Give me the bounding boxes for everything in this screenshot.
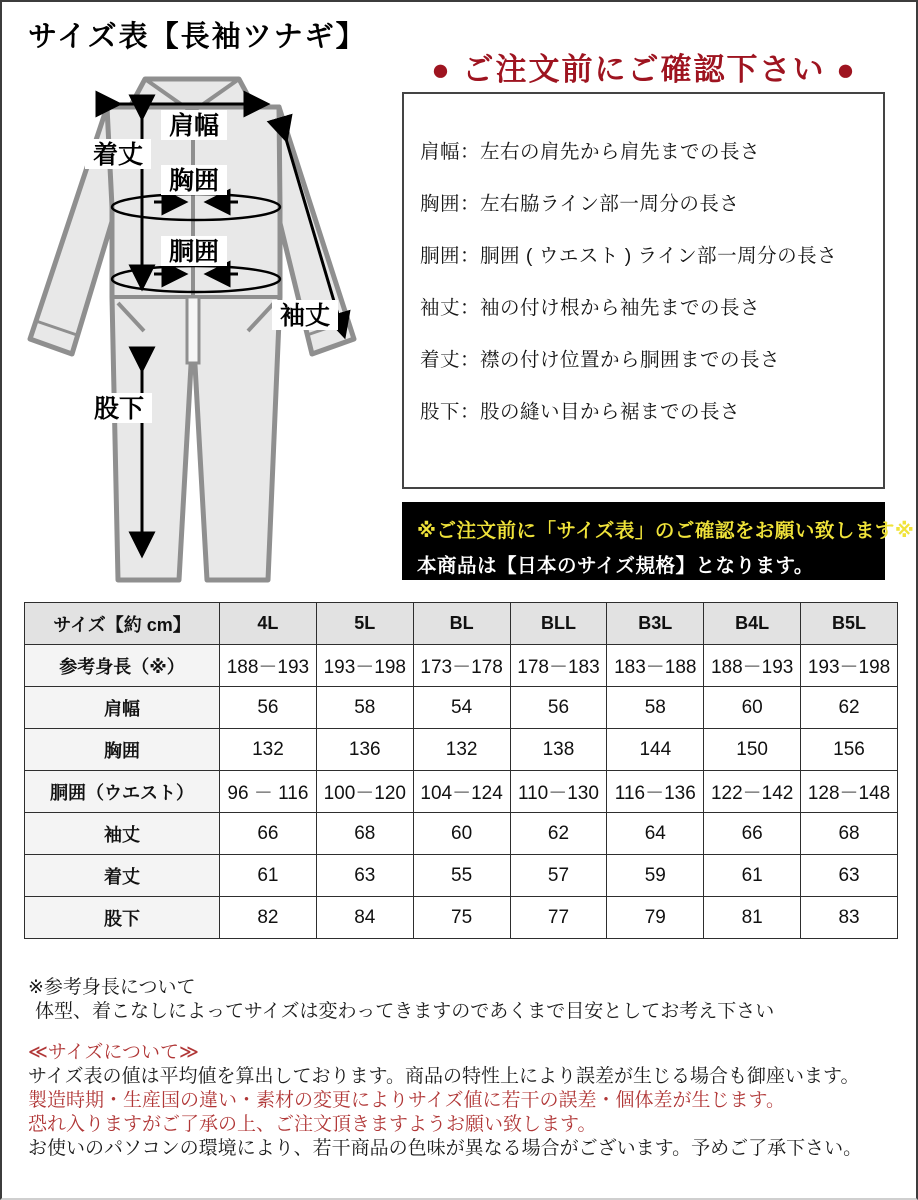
inseam-label: 股下 bbox=[93, 395, 145, 423]
confirm-before-order-heading: ● ご注文前にご確認下さい ● bbox=[431, 52, 857, 87]
row-label: 着丈 bbox=[25, 855, 220, 897]
cell: 75 bbox=[413, 897, 510, 939]
cell: 173－178 bbox=[413, 645, 510, 687]
cell: 66 bbox=[704, 813, 801, 855]
page-title: サイズ表【長袖ツナギ】 bbox=[28, 21, 367, 53]
cell: 104－124 bbox=[413, 771, 510, 813]
cell: 79 bbox=[607, 897, 704, 939]
cell: 144 bbox=[607, 729, 704, 771]
chest-label: 胸囲 bbox=[168, 167, 220, 195]
size-column-b3l: B3L bbox=[607, 603, 704, 645]
cell: 56 bbox=[220, 687, 317, 729]
cell: 63 bbox=[801, 855, 898, 897]
footnote-ref-height-title: ※参考身長について bbox=[28, 977, 196, 998]
table-row-reference-height bbox=[25, 645, 898, 687]
cell: 59 bbox=[607, 855, 704, 897]
footnote-about-size-title: ≪サイズについて≫ bbox=[28, 1042, 199, 1063]
cell: 83 bbox=[801, 897, 898, 939]
warning-banner bbox=[402, 502, 915, 580]
cell: 62 bbox=[801, 687, 898, 729]
cell: 68 bbox=[801, 813, 898, 855]
cell: 132 bbox=[413, 729, 510, 771]
cell: 138 bbox=[510, 729, 607, 771]
row-label: 袖丈 bbox=[25, 813, 220, 855]
cell: 63 bbox=[316, 855, 413, 897]
cell: 77 bbox=[510, 897, 607, 939]
cell: 64 bbox=[607, 813, 704, 855]
table-row-shoulder-width bbox=[25, 687, 898, 729]
cell: 58 bbox=[316, 687, 413, 729]
cell: 81 bbox=[704, 897, 801, 939]
row-label: 胸囲 bbox=[25, 729, 220, 771]
warning-line-2: 本商品は【日本のサイズ規格】となります。 bbox=[417, 555, 814, 577]
cell: 54 bbox=[413, 687, 510, 729]
table-row-sleeve-length bbox=[25, 813, 898, 855]
footnote-ref-height-body: 体型、着こなしによってサイズは変わってきますのであくまで目安としてお考え下さい bbox=[35, 1001, 775, 1022]
cell: 82 bbox=[220, 897, 317, 939]
cell: 100－120 bbox=[316, 771, 413, 813]
cell: 156 bbox=[801, 729, 898, 771]
cell: 57 bbox=[510, 855, 607, 897]
definition-inseam: 股下：股の縫い目から裾までの長さ bbox=[420, 401, 741, 423]
cell: 116－136 bbox=[607, 771, 704, 813]
cell: 60 bbox=[413, 813, 510, 855]
row-label: 胴囲（ウエスト） bbox=[25, 771, 220, 813]
size-table bbox=[24, 602, 898, 939]
cell: 61 bbox=[220, 855, 317, 897]
cell: 193－198 bbox=[316, 645, 413, 687]
size-column-5l: 5L bbox=[316, 603, 413, 645]
table-row-body-length bbox=[25, 855, 898, 897]
footnote-average-note: サイズ表の値は平均値を算出しております。商品の特性上により誤差が生じる場合も御座います。 bbox=[28, 1066, 860, 1087]
cell: 58 bbox=[607, 687, 704, 729]
size-table-corner-label: サイズ【約 cm】 bbox=[25, 603, 220, 645]
cell: 188－193 bbox=[220, 645, 317, 687]
cell: 178－183 bbox=[510, 645, 607, 687]
size-table-header-row bbox=[25, 603, 898, 645]
cell: 136 bbox=[316, 729, 413, 771]
cell: 60 bbox=[704, 687, 801, 729]
cell: 183－188 bbox=[607, 645, 704, 687]
size-column-bll: BLL bbox=[510, 603, 607, 645]
cell: 55 bbox=[413, 855, 510, 897]
footnote-apology-note: 恐れ入りますがご了承の上、ご注文頂きますようお願い致します。 bbox=[28, 1114, 597, 1135]
size-column-4l: 4L bbox=[220, 603, 317, 645]
footnotes bbox=[28, 976, 862, 1161]
definition-chest: 胸囲：左右脇ライン部一周分の長さ bbox=[420, 193, 740, 215]
shoulder-width-label: 肩幅 bbox=[168, 112, 220, 140]
footnote-variance-note: 製造時期・生産国の違い・素材の変更によりサイズ値に若干の誤差・個体差が生じます。 bbox=[28, 1090, 785, 1111]
size-column-b5l: B5L bbox=[801, 603, 898, 645]
coverall-measurement-diagram bbox=[2, 57, 402, 602]
definition-waist: 胴囲：胴囲 ( ウエスト ) ライン部一周分の長さ bbox=[420, 245, 838, 267]
waist-label: 胴囲 bbox=[168, 238, 220, 266]
cell: 61 bbox=[704, 855, 801, 897]
table-row-chest bbox=[25, 729, 898, 771]
row-label: 参考身長（※） bbox=[25, 645, 220, 687]
footnote-monitor-note: お使いのパソコンの環境により、若干商品の色味が異なる場合がございます。予めご了承下さい。 bbox=[28, 1138, 863, 1159]
measurement-definitions-box bbox=[402, 92, 885, 489]
table-row-waist bbox=[25, 771, 898, 813]
size-column-bl: BL bbox=[413, 603, 510, 645]
cell: 96 － 116 bbox=[220, 771, 317, 813]
size-column-b4l: B4L bbox=[704, 603, 801, 645]
definition-shoulder: 肩幅：左右の肩先から肩先までの長さ bbox=[420, 141, 761, 163]
definition-sleeve: 袖丈：袖の付け根から袖先までの長さ bbox=[420, 297, 761, 319]
cell: 110－130 bbox=[510, 771, 607, 813]
table-row-inseam bbox=[25, 897, 898, 939]
cell: 188－193 bbox=[704, 645, 801, 687]
cell: 150 bbox=[704, 729, 801, 771]
row-label: 肩幅 bbox=[25, 687, 220, 729]
cell: 132 bbox=[220, 729, 317, 771]
row-label: 股下 bbox=[25, 897, 220, 939]
cell: 66 bbox=[220, 813, 317, 855]
cell: 193－198 bbox=[801, 645, 898, 687]
body-length-label: 着丈 bbox=[92, 141, 144, 169]
cell: 84 bbox=[316, 897, 413, 939]
cell: 122－142 bbox=[704, 771, 801, 813]
cell: 68 bbox=[316, 813, 413, 855]
cell: 128－148 bbox=[801, 771, 898, 813]
warning-line-1: ※ご注文前に「サイズ表」のご確認をお願い致します※ bbox=[417, 520, 915, 542]
sleeve-length-label: 袖丈 bbox=[279, 302, 331, 330]
cell: 62 bbox=[510, 813, 607, 855]
cell: 56 bbox=[510, 687, 607, 729]
definition-length: 着丈：襟の付け位置から胴囲までの長さ bbox=[420, 349, 781, 371]
